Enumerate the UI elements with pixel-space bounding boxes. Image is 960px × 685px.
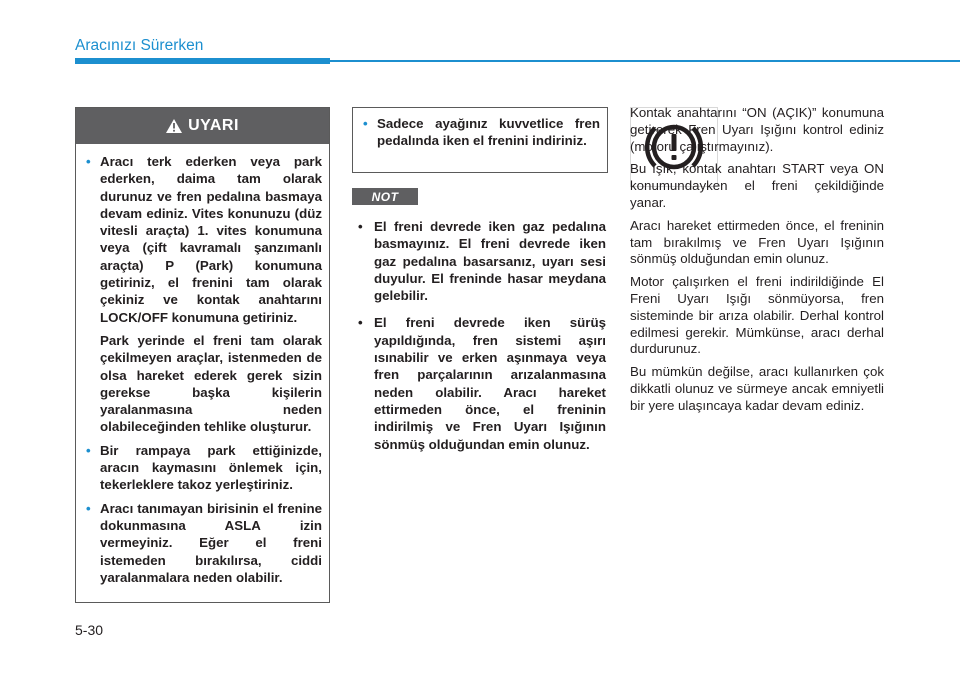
- bullet-dot: •: [363, 116, 368, 131]
- warning-item-text: Aracı tanımayan birisinin el frenine dokunmasına ASLA izin vermeyiniz. Eğer el freni istemeden bırakılırsa, ciddi yaralanmalara neden olabilir.: [100, 500, 322, 585]
- bullet-dot: •: [86, 442, 91, 458]
- warning-item: [86, 500, 322, 586]
- paragraph: Bu ışık, kontak anahtarı START veya ON konumundayken el freni çekildiğinde yanar.: [630, 161, 884, 210]
- warning-item-text: Sadece ayağınız kuvvetlice fren pedalında iken el frenini indiriniz.: [377, 116, 600, 149]
- paragraph: Bu mümkün değilse, aracı kullanırken çok dikkatli olunuz ve sürmeye ancak emniyetli bir yere ulaşıncaya kadar devam ediniz.: [630, 364, 884, 413]
- warning-item-text: Aracı terk ederken veya park ederken, daima tam olarak durunuz ve fren pedalına basmaya devam ediniz. Vites konunuzu (düz vitesli araçta) 1. vites konumuna veya (çift kavramalı şanzımanlı araçta) P (Park) konumuna getiriniz, el frenini tam olarak çekiniz ve kontak anahtarını LOCK/OFF konumuna getiriniz.: [100, 154, 322, 325]
- warning-box: [75, 107, 330, 603]
- warning-item: [86, 153, 322, 326]
- note-item-text: El freni devrede iken sürüş yapıldığında, fren sistemi aşırı ısınabilir ve erken aşınmaya veya fren parçalarının arızalanmasına neden olabilir. Aracı hareket ettirmeden önce, el freninin indirilmiş ve Fren Uyarı Işığının sönmüş olduğundan emin olunuz.: [374, 315, 606, 452]
- warning-item-text: Bir rampaya park ettiğinizde, aracın kaymasını önlemek için, tekerleklere takoz yerleştiriniz.: [100, 442, 322, 493]
- note-list: [352, 218, 606, 463]
- note-item: [352, 314, 606, 452]
- bullet-dot: •: [86, 154, 91, 169]
- paragraph: Kontak anahtarını “ON (AÇIK)” konumuna getirerek Fren Uyarı Işığını kontrol ediniz (motoru çalıştırmayınız).: [630, 105, 884, 154]
- warning-body: [76, 144, 329, 586]
- warning-title: UYARI: [188, 117, 239, 134]
- warning-triangle-icon: [166, 119, 182, 133]
- warning-item: [86, 442, 322, 494]
- paragraph: Aracı hareket ettirmeden önce, el freninin tam bırakılmış ve Fren Uyarı Işığının sönmüş olduğundan emin olunuz.: [630, 217, 884, 267]
- header-accent-bar: [75, 58, 330, 64]
- bullet-dot: •: [358, 315, 363, 331]
- note-label: NOT: [352, 188, 418, 205]
- page-number: 5-30: [75, 622, 104, 638]
- bullet-dot: •: [86, 500, 91, 516]
- warning-continued-box: [352, 107, 608, 173]
- warning-item-continuation: Park yerinde el freni tam olarak çekilmeyen araçlar, istenmeden de olsa hareket ederek gerek sizin gerekse başka kişilerin yaralanmasına neden olabileceğinden tehlike oluşturur.: [100, 332, 322, 435]
- warning-item: [363, 115, 600, 150]
- bullet-dot: •: [358, 219, 363, 234]
- header-rule: [330, 60, 960, 62]
- warning-header: [76, 108, 329, 144]
- note-item-text: El freni devrede iken gaz pedalına basmayınız. El freni devrede iken gaz pedalına basarsanız, uyarı sesi duyulur. El freninde hasar meydana gelebilir.: [374, 219, 606, 304]
- note-item: [352, 218, 606, 304]
- right-column: [630, 105, 884, 421]
- paragraph: Motor çalışırken el freni indirildiğinde El Freni Uyarı Işığı sönmüyorsa, fren sisteminde bir arıza olabilir. Derhal kontrol edilmesi gerekir. Mümkünse, aracı derhal durdurunuz.: [630, 274, 884, 357]
- section-title: Aracınızı Sürerken: [75, 37, 204, 54]
